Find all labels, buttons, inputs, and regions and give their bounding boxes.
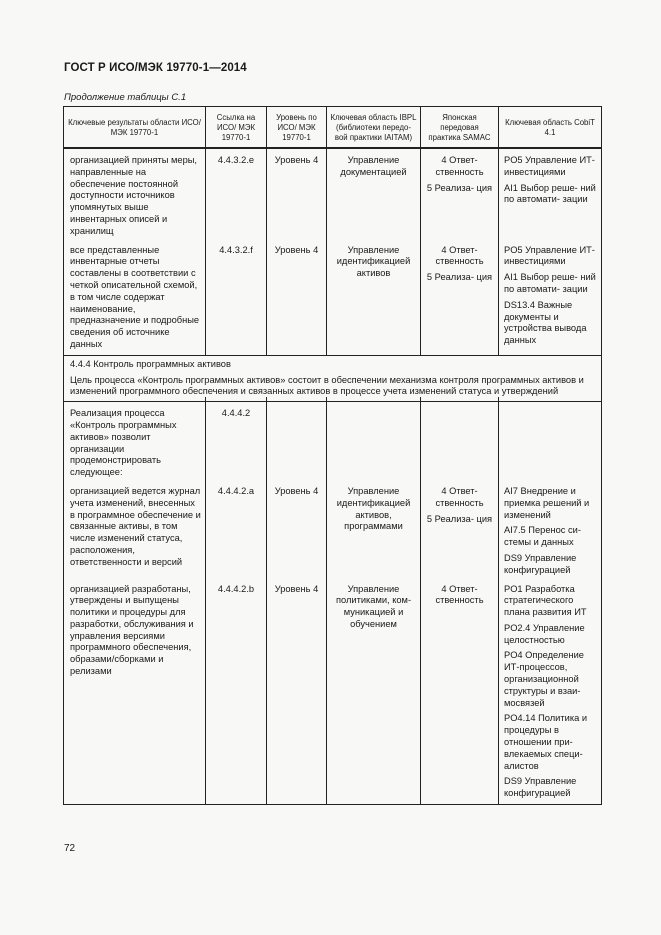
table-header-row <box>64 107 602 149</box>
samac-item: 5 Реализа- ция <box>426 182 493 193</box>
section-cell <box>64 355 602 401</box>
ibpl-cell: Управление идентификацией активов, программами <box>327 483 421 581</box>
samac-item: 4 Ответ- ственность <box>435 244 484 267</box>
level-cell <box>267 402 327 483</box>
column-divider-tick <box>205 397 206 402</box>
cobit-item: PO4 Определение ИТ-процессов, организационной структуры и взаи- мосвязей <box>504 650 584 708</box>
samac-cell <box>421 148 499 242</box>
section-title: 4.4.4 Контроль программных активов <box>70 358 231 369</box>
table-section <box>64 355 602 401</box>
col-header-cobit: Ключевая область CobiT 4.1 <box>499 107 602 149</box>
cobit-item: PO2.4 Управление целостностью <box>504 622 585 645</box>
column-divider-tick <box>498 397 499 402</box>
table-row <box>64 581 602 805</box>
reference-cell: 4.4.3.2.f <box>206 242 267 356</box>
cobit-item: AI1 Выбор реше- ний по автомати- зации <box>504 182 596 205</box>
column-divider-tick <box>266 397 267 402</box>
result-cell: организацией разработаны, утверждены и выпущены политики и процедуры для разработки, обслуживания и управления версиями программного обеспечения, образами/сборками и релизами <box>64 581 206 805</box>
col-header-level: Уровень по ИСО/ МЭК 19770-1 <box>267 107 327 149</box>
ibpl-cell <box>327 402 421 483</box>
section-row <box>64 355 602 401</box>
ibpl-cell: Управление идентификацией активов <box>327 242 421 356</box>
cobit-item: AI7 Внедрение и приемка решений и изменений <box>504 485 590 520</box>
col-header-results: Ключевые результаты области ИСО/МЭК 19770-1 <box>64 107 206 149</box>
cobit-item: DS9 Управление конфигурацией <box>504 552 577 575</box>
ibpl-cell: Управление документацией <box>327 148 421 242</box>
reference-cell: 4.4.3.2.e <box>206 148 267 242</box>
result-cell: Реализация процесса «Контроль программных активов» позволит организации продемонстрировать следующее: <box>64 402 206 483</box>
document-title: ГОСТ Р ИСО/МЭК 19770-1—2014 <box>64 62 247 74</box>
table-body-part-b <box>64 402 602 805</box>
reference-cell: 4.4.4.2.a <box>206 483 267 581</box>
cobit-item: DS13.4 Важные документы и устройства вывода данных <box>504 299 587 346</box>
cobit-item: PO1 Разработка стратегического плана развития ИТ <box>504 583 587 618</box>
cobit-cell <box>499 242 602 356</box>
samac-item: 5 Реализа- ция <box>426 272 493 283</box>
samac-item: 4 Ответ- ственность <box>435 155 484 177</box>
col-header-reference: Ссылка на ИСО/ МЭК 19770-1 <box>206 107 267 149</box>
samac-item: 4 Ответ- ственность <box>435 583 484 606</box>
column-divider-tick <box>420 397 421 402</box>
section-text: Цель процесса «Контроль программных активов» состоит в обеспечении механизма контроля программных активов и изменений программного обеспечения и связанных активов в процессе учета изменений статуса и утверждений <box>70 374 584 397</box>
cobit-item: AI1 Выбор реше- ний по автомати- зации <box>504 272 596 294</box>
reference-cell: 4.4.4.2.b <box>206 581 267 805</box>
result-cell: все представленные инвентарные отчеты составлены в соответствии с четкой описательной схемой, в том числе содержат наименование, предназначение и подробные сведения об источнике данных <box>64 242 206 356</box>
standards-mapping-table <box>63 106 602 805</box>
cobit-cell <box>499 148 602 242</box>
table-row <box>64 402 602 483</box>
cobit-item: PO5 Управление ИТ-инвестициями <box>504 244 595 267</box>
cobit-cell <box>499 483 602 581</box>
page-number: 72 <box>64 843 76 854</box>
cobit-item: PO4.14 Политика и процедуры в отношении при- влекаемых специ- алистов <box>504 713 588 771</box>
table-row <box>64 242 602 356</box>
samac-cell <box>421 581 499 805</box>
samac-cell <box>421 242 499 356</box>
column-divider-tick <box>326 397 327 402</box>
col-header-ibpl: Ключевая область IBPL (библиотеки передо- вой практики IAITAM) <box>327 107 421 149</box>
level-cell: Уровень 4 <box>267 581 327 805</box>
level-cell: Уровень 4 <box>267 148 327 242</box>
table-body-part-a <box>64 148 602 355</box>
cobit-cell <box>499 581 602 805</box>
result-cell: организацией приняты меры, направленные на обеспечение постоянной доступности источников упомянутых выше инвентарных описей и хранилищ <box>64 148 206 242</box>
col-header-samac: Японская передовая практика SAMAC <box>421 107 499 149</box>
samac-item: 4 Ответ- ственность <box>435 485 484 508</box>
cobit-item: AI7.5 Перенос си- стемы и данных <box>504 525 581 548</box>
table-row <box>64 483 602 581</box>
ibpl-cell: Управление политиками, ком- муникацией и обучением <box>327 581 421 805</box>
cobit-item: DS9 Управление конфигурацией <box>504 776 577 799</box>
table-caption: Продолжение таблицы С.1 <box>64 92 187 103</box>
cobit-cell <box>499 402 602 483</box>
level-cell: Уровень 4 <box>267 242 327 356</box>
level-cell: Уровень 4 <box>267 483 327 581</box>
samac-cell <box>421 483 499 581</box>
table-row <box>64 148 602 242</box>
reference-cell: 4.4.4.2 <box>206 402 267 483</box>
cobit-item: PO5 Управление ИТ-инвестициями <box>504 155 595 177</box>
result-cell: организацией ведется журнал учета изменений, внесенных в программное обеспечение и связанные активы, в том числе изменений статуса, расположения, ответственности и версий <box>64 483 206 581</box>
samac-item: 5 Реализа- ция <box>426 513 493 524</box>
samac-cell <box>421 402 499 483</box>
